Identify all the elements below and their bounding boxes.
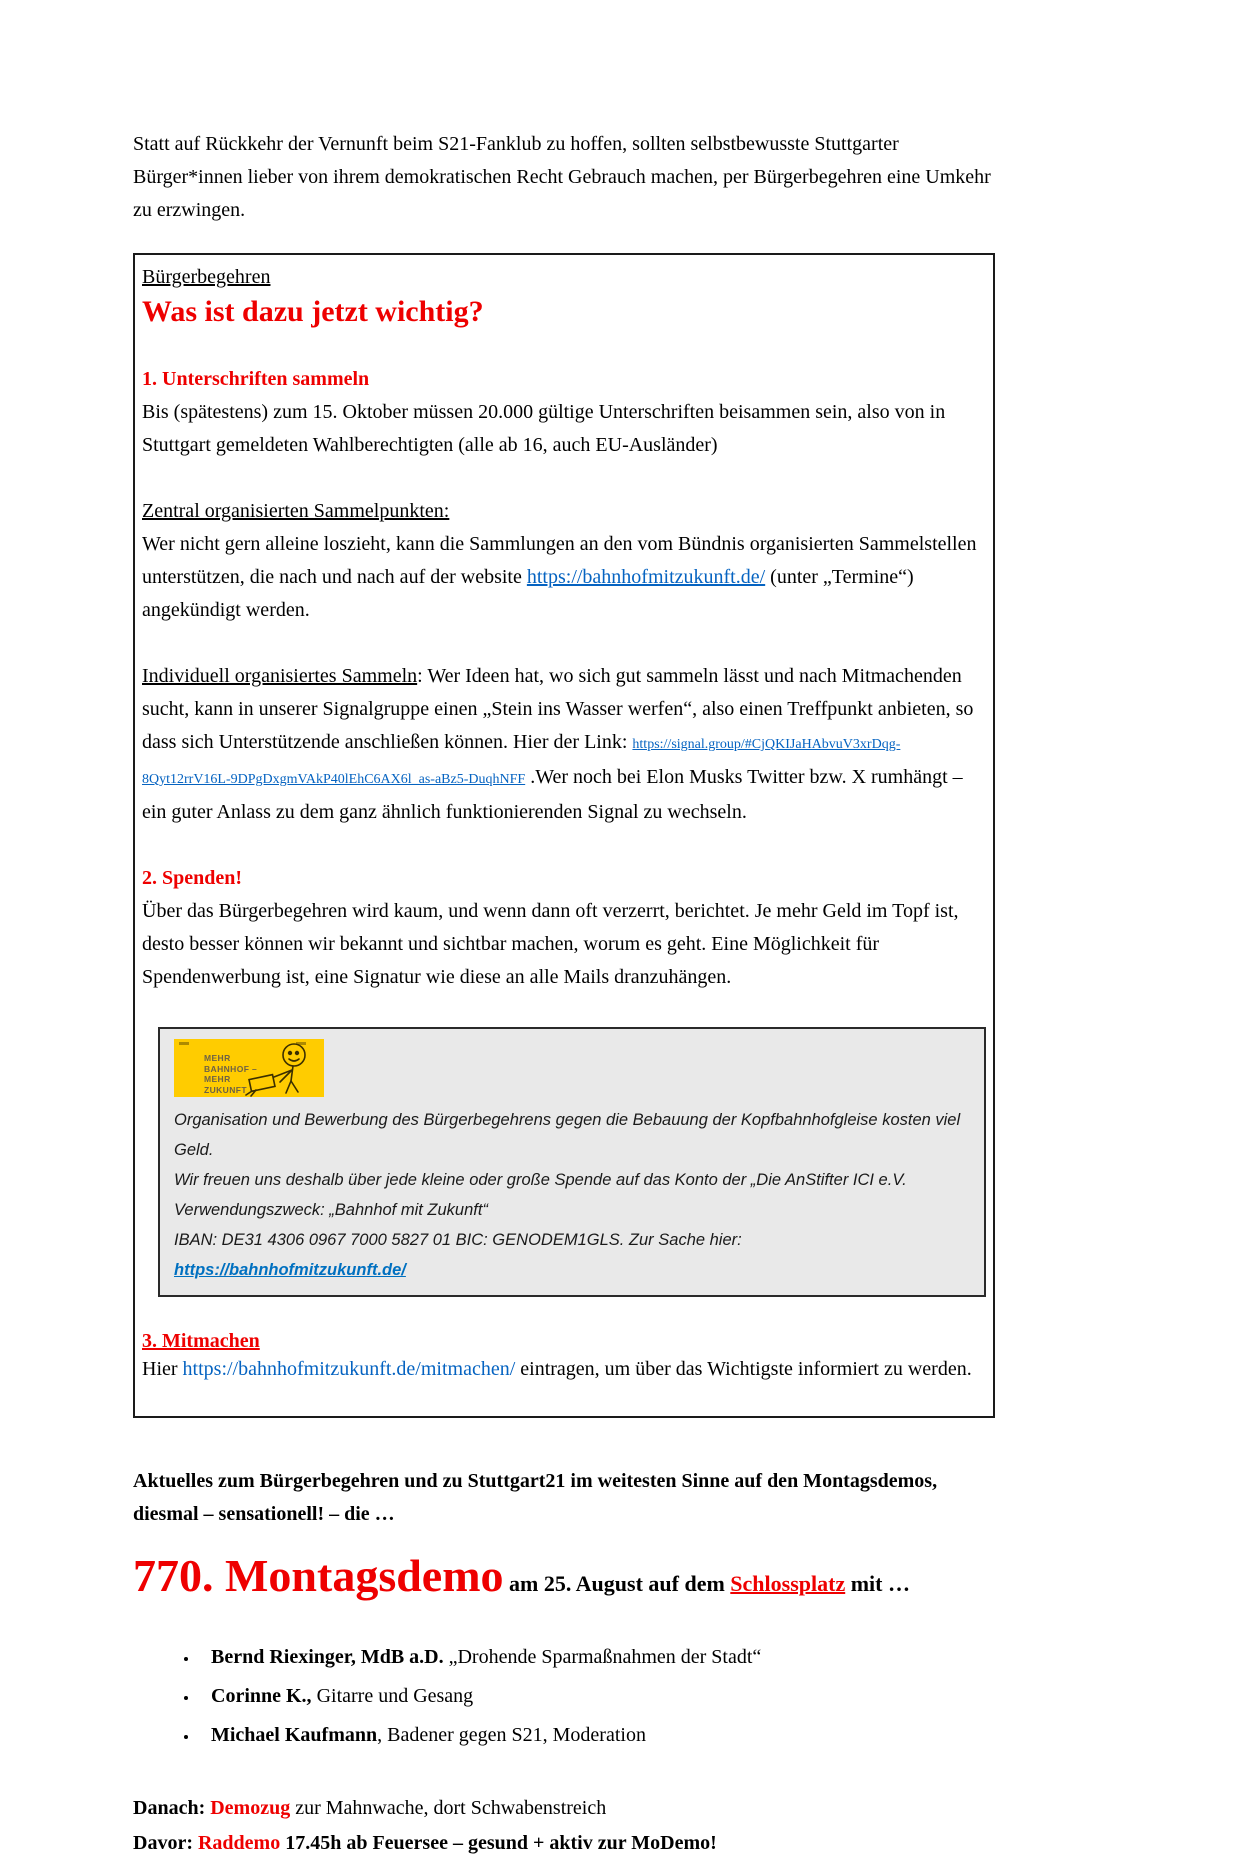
logo-line-4: ZUKUNFT <box>204 1084 247 1095</box>
signature-line-3: Verwendungszweck: „Bahnhof mit Zukunft“ <box>174 1201 488 1219</box>
signature-line-1: Organisation und Bewerbung des Bürgerbegehrens gegen die Bebauung der Kopfbahnhofgleise kosten viel Geld. <box>174 1111 961 1159</box>
davor-label: Davor: <box>133 1832 198 1854</box>
speaker-item <box>199 1716 995 1755</box>
bahnhofmitzukunft-link[interactable]: https://bahnhofmitzukunft.de/ <box>526 566 766 588</box>
speaker-name: Michael Kaufmann <box>211 1724 378 1746</box>
davor-line <box>133 1826 995 1861</box>
speaker-role: , Badener gegen S21, Moderation <box>377 1724 646 1746</box>
signature-line-2: Wir freuen uns deshalb über jede kleine oder große Spende auf das Konto der „Die AnStifter ICI e.V. <box>174 1171 907 1189</box>
signature-bahnhofmitzukunft-link[interactable]: https://bahnhofmitzukunft.de/ <box>174 1261 406 1279</box>
section1-sub2-paragraph <box>142 660 981 829</box>
speaker-item <box>199 1677 995 1716</box>
section3-text-before: Hier <box>142 1358 183 1380</box>
logo-corner-mark-left <box>179 1042 189 1045</box>
montagsdemo-heading <box>133 1549 995 1602</box>
sub2-text-body: : Wer Ideen hat, wo sich gut sammeln lässt und nach Mitmachenden sucht, kann in unserer Signalgruppe einen „Stein ins Wasser werfen“, also einen Treffpunkt anbieten, so dass sich Unterstützende anschließen können. Hier der Link: <box>142 665 974 753</box>
section1-body: Bis (spätestens) zum 15. Oktober müssen 20.000 gültige Unterschriften beisammen sein, also von in Stuttgart gemeldeten Wahlberechtigten (alle ab 16, auch EU-Ausländer) <box>142 401 946 456</box>
demo-sub-after: mit … <box>845 1571 910 1596</box>
section2-heading: 2. Spenden! <box>142 867 243 889</box>
danach-rest: zur Mahnwache, dort Schwabenstreich <box>290 1797 607 1819</box>
danach-label: Danach: <box>133 1797 211 1819</box>
demozug-text: Demozug <box>210 1797 291 1819</box>
speaker-item <box>199 1638 995 1677</box>
speaker-role: Gitarre und Gesang <box>311 1685 474 1707</box>
mitmachen-link[interactable]: https://bahnhofmitzukunft.de/mitmachen/ <box>182 1358 516 1380</box>
speaker-name: Corinne K., <box>211 1685 312 1707</box>
section3-paragraph <box>142 1353 981 1386</box>
raddemo-text: Raddemo <box>197 1832 281 1854</box>
logo-line-2: BAHNHOF – <box>204 1063 258 1074</box>
logo-line-1: MEHR <box>204 1053 231 1063</box>
montagsdemo-subtitle <box>504 1571 910 1596</box>
danach-line <box>133 1791 995 1826</box>
speaker-name: Bernd Riexinger, MdB a.D. <box>211 1646 444 1668</box>
logo-line-3: MEHR <box>204 1074 231 1084</box>
montagsdemo-title: 770. Montagsdemo <box>133 1550 504 1601</box>
speaker-role: „Drohende Sparmaßnahmen der Stadt“ <box>443 1646 762 1668</box>
signature-line-4 <box>174 1225 970 1285</box>
sub2-text-after: .Wer noch bei Elon Musks Twitter bzw. X rumhängt – ein guter Anlass zu dem ganz ähnlich funktionierenden Signal zu wechseln. <box>142 766 963 823</box>
buergerbegehren-box <box>133 253 995 1418</box>
demo-sub-before: am 25. August auf dem <box>503 1571 731 1596</box>
section1-heading: 1. Unterschriften sammeln <box>142 368 370 390</box>
sub1-text-after: (unter „Termine“) angekündigt werden. <box>142 566 914 621</box>
donation-signature-box <box>158 1027 986 1297</box>
stick-figure-illustration <box>236 1041 320 1097</box>
intro-paragraph: Statt auf Rückkehr der Vernunft beim S21-Fanklub zu hoffen, sollten selbstbewusste Stuttgarter Bürger*innen lieber von ihrem demokratischen Recht Gebrauch machen, per Bürgerbegehren eine Umkehr zu erzwingen. <box>133 133 991 221</box>
davor-rest: 17.45h ab Feuersee – gesund + aktiv zur MoDemo! <box>280 1832 717 1854</box>
speaker-list <box>199 1638 995 1755</box>
section1-sub1-heading: Zentral organisierten Sammelpunkten: <box>142 500 450 522</box>
section3-heading: 3. Mitmachen <box>142 1330 260 1352</box>
box-kicker: Bürgerbegehren <box>142 266 271 288</box>
mehr-bahnhof-mehr-zukunft-logo <box>174 1039 324 1097</box>
section1-sub2-heading: Individuell organisiertes Sammeln <box>142 665 418 687</box>
section2-body: Über das Bürgerbegehren wird kaum, und wenn dann oft verzerrt, berichtet. Je mehr Geld im Topf ist, desto besser können wir bekannt und sichtbar machen, worum es geht. Eine Möglichkeit für Spendenwerbung ist, eine Signatur wie diese an alle Mails dranzuhängen. <box>142 900 959 988</box>
schlossplatz-link[interactable]: Schlossplatz <box>730 1571 846 1596</box>
signal-group-link[interactable]: https://signal.group/#CjQKIJaHAbvuV3xrDqg-8Qyt12rrV16L-9DPgDxgmVAkP40lEhC6AX6l_as-aBz5-DuqhNFF <box>142 737 901 787</box>
montagsdemo-teaser: Aktuelles zum Bürgerbegehren und zu Stuttgart21 im weitesten Sinne auf den Montagsdemos, diesmal – sensationell! – die … <box>133 1470 938 1525</box>
iban-bic-text: IBAN: DE31 4306 0967 7000 5827 01 BIC: GENODEM1GLS. Zur Sache hier: <box>174 1231 742 1249</box>
box-title: Was ist dazu jetzt wichtig? <box>142 295 484 328</box>
section1-sub1-paragraph <box>142 528 981 627</box>
schedule-lines <box>133 1791 995 1861</box>
section3-text-after: eintragen, um über das Wichtigste informiert zu werden. <box>515 1358 972 1380</box>
sub1-text-before: Wer nicht gern alleine loszieht, kann die Sammlungen an den vom Bündnis organisierten Sammelstellen unterstützen, die nach und nach auf der website <box>142 533 977 588</box>
